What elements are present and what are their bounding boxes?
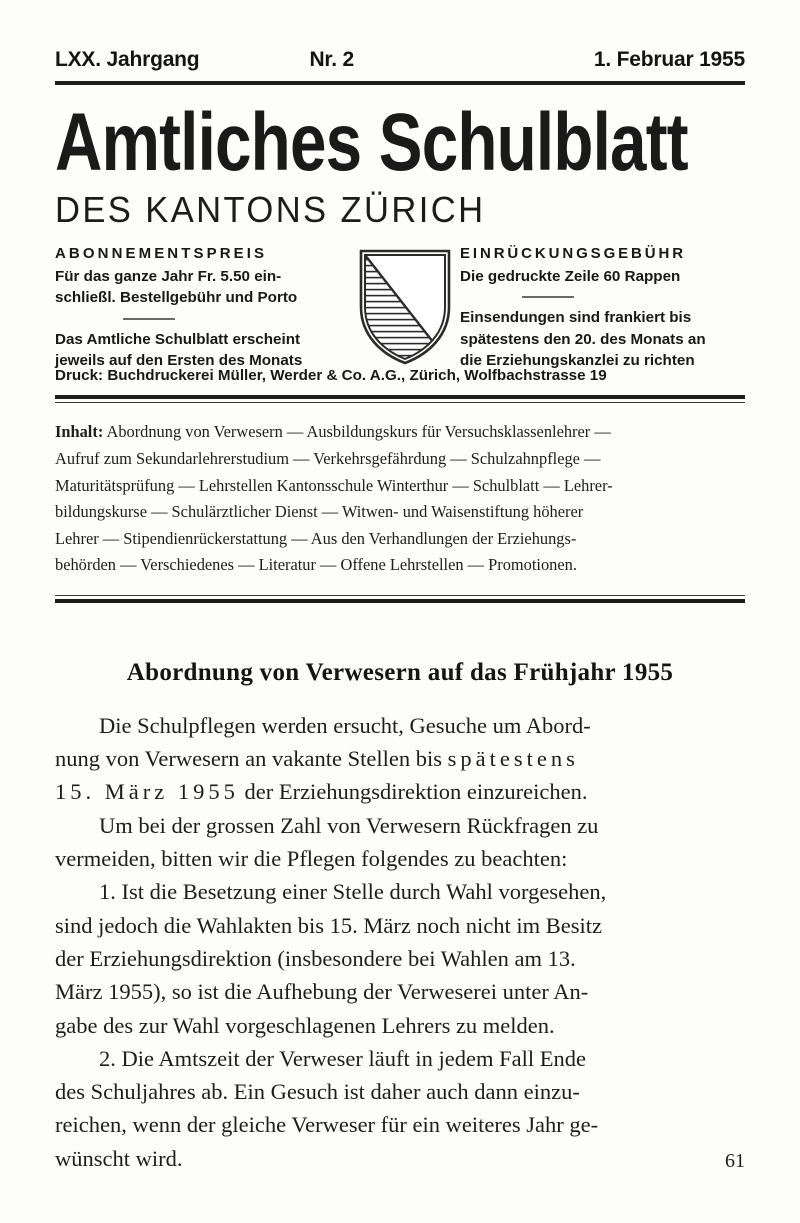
contents-bottom-rule — [55, 595, 745, 603]
publication-title: Amtliches Schulblatt — [55, 97, 688, 188]
page-content — [55, 0, 745, 1175]
paragraph-2-line-2: vermeiden, bitten wir die Pflegen folgendes zu beachten: — [55, 846, 568, 872]
advertising-rates-block — [460, 243, 750, 372]
issue-date-label: 1. Februar 1955 — [593, 48, 745, 71]
paragraph-3-line-2: sind jedoch die Wahlakten bis 15. März noch nicht im Besitz — [55, 912, 603, 938]
contents-line-5: Lehrer — Stipendienrückerstattung — Aus den Verhandlungen der Erziehungs- — [55, 528, 577, 548]
issue-header — [55, 0, 745, 72]
printer-credit: Druck: Buchdruckerei Müller, Werder & Co. A.G., Zürich, Wolfbachstrasse 19 — [55, 367, 607, 385]
subscription-divider — [123, 318, 175, 320]
header-rule — [55, 81, 745, 85]
subscription-block — [55, 243, 355, 372]
page-number: 61 — [725, 1150, 745, 1172]
contents-top-rule — [55, 395, 745, 403]
advertising-line-4: die Erziehungskanzlei zu richten — [460, 352, 695, 370]
advertising-line-1: Die gedruckte Zeile 60 Rappen — [460, 267, 681, 285]
contents-line-4: bildungskurse — Schulärztlicher Dienst — Witwen- und Waisenstiftung höherer — [55, 502, 584, 522]
paragraph-1-text-a: nung von Verwesern an vakante Stellen bis — [55, 746, 448, 772]
paragraph-1-line-1: Die Schulpflegen werden ersucht, Gesuche um Abord- — [99, 712, 591, 738]
paragraph-4-line-1: 2. Die Amtszeit der Verweser läuft in jedem Fall Ende — [99, 1045, 586, 1071]
table-of-contents — [55, 419, 745, 578]
paragraph-3-line-4: März 1955), so ist die Aufhebung der Verweserei unter An- — [55, 979, 589, 1005]
masthead-info-region — [55, 243, 745, 370]
paragraph-3-line-5: gabe des zur Wahl vorgeschlagenen Lehrers zu melden. — [55, 1012, 555, 1038]
advertising-divider — [522, 296, 574, 298]
paragraph-4-line-2: des Schuljahres ab. Ein Gesuch ist daher auch dann einzu- — [55, 1079, 580, 1105]
contents-label: Inhalt: — [55, 422, 104, 442]
emphasis-spaetestens: spätestens — [447, 746, 579, 772]
volume-label: LXX. Jahrgang — [55, 48, 200, 71]
paragraph-3-line-1: 1. Ist die Besetzung einer Stelle durch Wahl vorgesehen, — [99, 879, 607, 905]
article-body — [55, 709, 745, 1175]
paragraph-1-line-3 — [55, 775, 745, 808]
subscription-line-4: jeweils auf den Ersten des Monats — [55, 352, 303, 370]
paragraph-4-line-4: wünscht wird. — [55, 1145, 183, 1171]
publication-subtitle: DES KANTONS ZÜRICH — [55, 189, 486, 231]
contents-line-1 — [55, 419, 745, 446]
subscription-line-2: schließl. Bestellgebühr und Porto — [55, 289, 298, 307]
paragraph-1-line-2 — [55, 742, 745, 775]
shield-icon — [355, 245, 455, 367]
subscription-line-1: Für das ganze Jahr Fr. 5.50 ein- — [55, 267, 282, 285]
contents-line-2: Aufruf zum Sekundarlehrerstudium — Verkehrsgefährdung — Schulzahnpflege — — [55, 448, 601, 468]
article-headline: Abordnung von Verwesern auf das Frühjahr 1955 — [126, 658, 674, 686]
subscription-line-3: Das Amtliche Schulblatt erscheint — [55, 330, 301, 348]
contents-line-3: Maturitätsprüfung — Lehrstellen Kantonsschule Winterthur — Schulblatt — Lehrer- — [55, 475, 613, 495]
contents-text-1: Abordnung von Verwesern — Ausbildungskurs für Versuchsklassenlehrer — — [106, 422, 611, 442]
subscription-heading: ABONNEMENTSPREIS — [55, 245, 268, 263]
advertising-line-2: Einsendungen sind frankiert bis — [460, 309, 692, 327]
contents-line-6: behörden — Verschiedenes — Literatur — Offene Lehrstellen — Promotionen. — [55, 555, 577, 575]
advertising-line-3: spätestens den 20. des Monats an — [460, 330, 706, 348]
advertising-heading: EINRÜCKUNGSGEBÜHR — [460, 245, 686, 263]
paragraph-2-line-1: Um bei der grossen Zahl von Verwesern Rückfragen zu — [99, 812, 599, 838]
emphasis-date: 15. März 1955 — [55, 779, 239, 805]
zurich-coat-of-arms — [355, 245, 455, 367]
paragraph-3-line-3: der Erziehungsdirektion (insbesondere bei Wahlen am 13. — [55, 945, 576, 971]
paragraph-1-text-b: der Erziehungsdirektion einzureichen. — [238, 779, 588, 805]
issue-number-label: Nr. 2 — [309, 48, 354, 71]
paragraph-4-line-3: reichen, wenn der gleiche Verweser für ein weiteres Jahr ge- — [55, 1112, 599, 1138]
